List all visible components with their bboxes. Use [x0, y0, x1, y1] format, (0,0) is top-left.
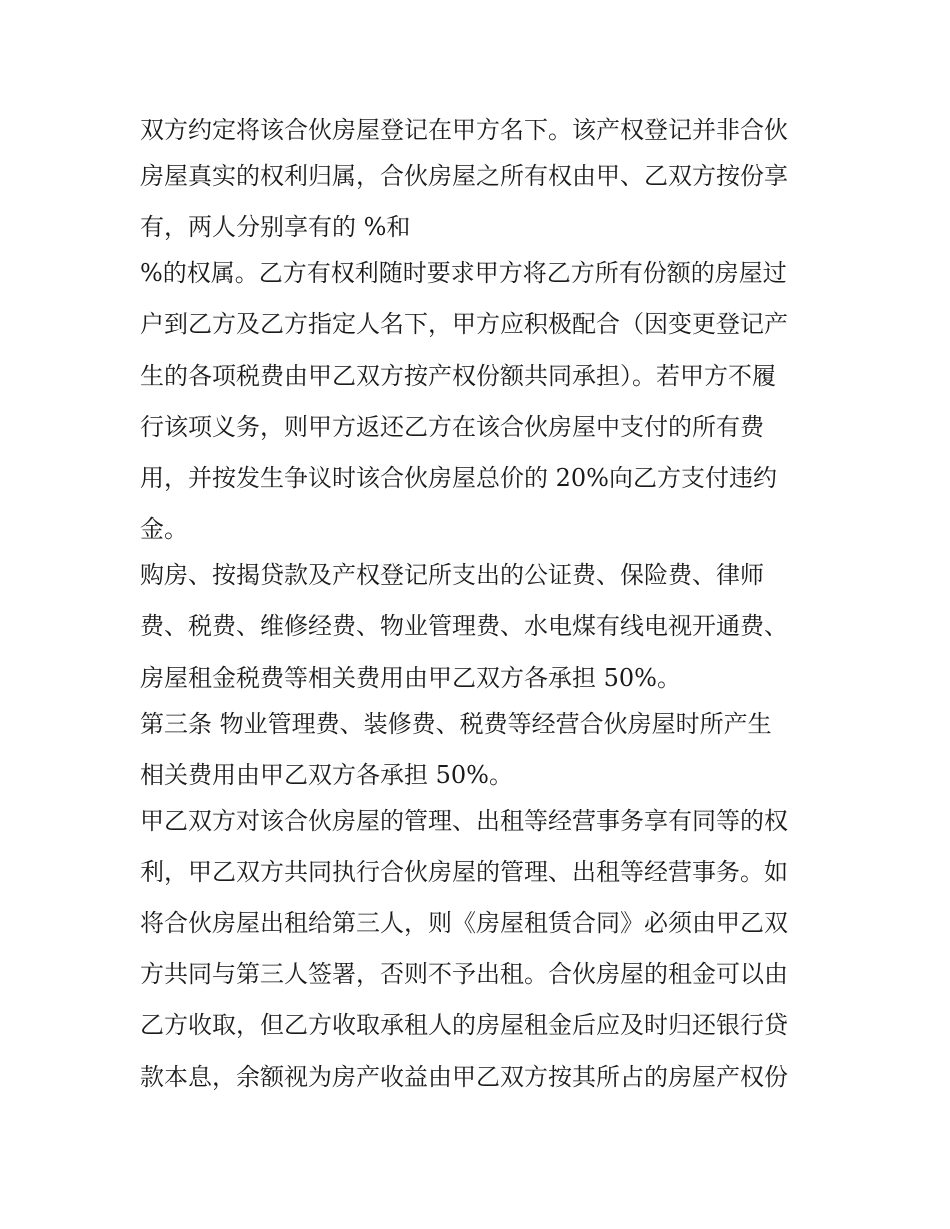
text-line: 户到乙方及乙方指定人名下，甲方应积极配合（因变更登记产 — [140, 310, 788, 339]
text-line: 生的各项税费由甲乙双方按产权份额共同承担）。若甲方不履 — [140, 361, 776, 390]
text-line: 方共同与第三人签署，否则不予出租。合伙房屋的租金可以由 — [140, 960, 788, 989]
text-line: 费、税费、维修经费、物业管理费、水电煤有线电视开通费、 — [140, 612, 788, 641]
text-line: %的权属。乙方有权利随时要求甲方将乙方所有份额的房屋过 — [140, 259, 787, 288]
text-line: 甲乙双方对该合伙房屋的管理、出租等经营事务享有同等的权 — [140, 806, 788, 835]
text-line: 金。 — [140, 515, 188, 544]
text-line: 款本息，余额视为房产收益由甲乙双方按其所占的房屋产权份 — [140, 1062, 788, 1091]
text-line: 将合伙房屋出租给第三人，则《房屋租赁合同》必须由甲乙双 — [140, 909, 788, 938]
text-line: 乙方收取，但乙方收取承租人的房屋租金后应及时归还银行贷 — [140, 1011, 788, 1040]
text-line: 第三条 物业管理费、装修费、税费等经营合伙房屋时所产生 — [140, 709, 772, 738]
text-line: 用，并按发生争议时该合伙房屋总价的 20%向乙方支付违约 — [140, 463, 777, 492]
text-line: 相关费用由甲乙双方各承担 50%。 — [140, 760, 513, 789]
text-line: 行该项义务，则甲方返还乙方在该合伙房屋中支付的所有费 — [140, 412, 764, 441]
text-line: 双方约定将该合伙房屋登记在甲方名下。该产权登记并非合伙 — [140, 116, 788, 144]
text-line: 利，甲乙双方共同执行合伙房屋的管理、出租等经营事务。如 — [140, 857, 788, 886]
text-line: 房屋租金税费等相关费用由甲乙双方各承担 50%。 — [140, 663, 681, 692]
text-line: 有，两人分别享有的 %和 — [140, 213, 411, 242]
text-line: 房屋真实的权利归属，合伙房屋之所有权由甲、乙双方按份享 — [140, 162, 788, 190]
document-body — [140, 108, 820, 1106]
text-line: 购房、按揭贷款及产权登记所支出的公证费、保险费、律师 — [140, 561, 764, 590]
